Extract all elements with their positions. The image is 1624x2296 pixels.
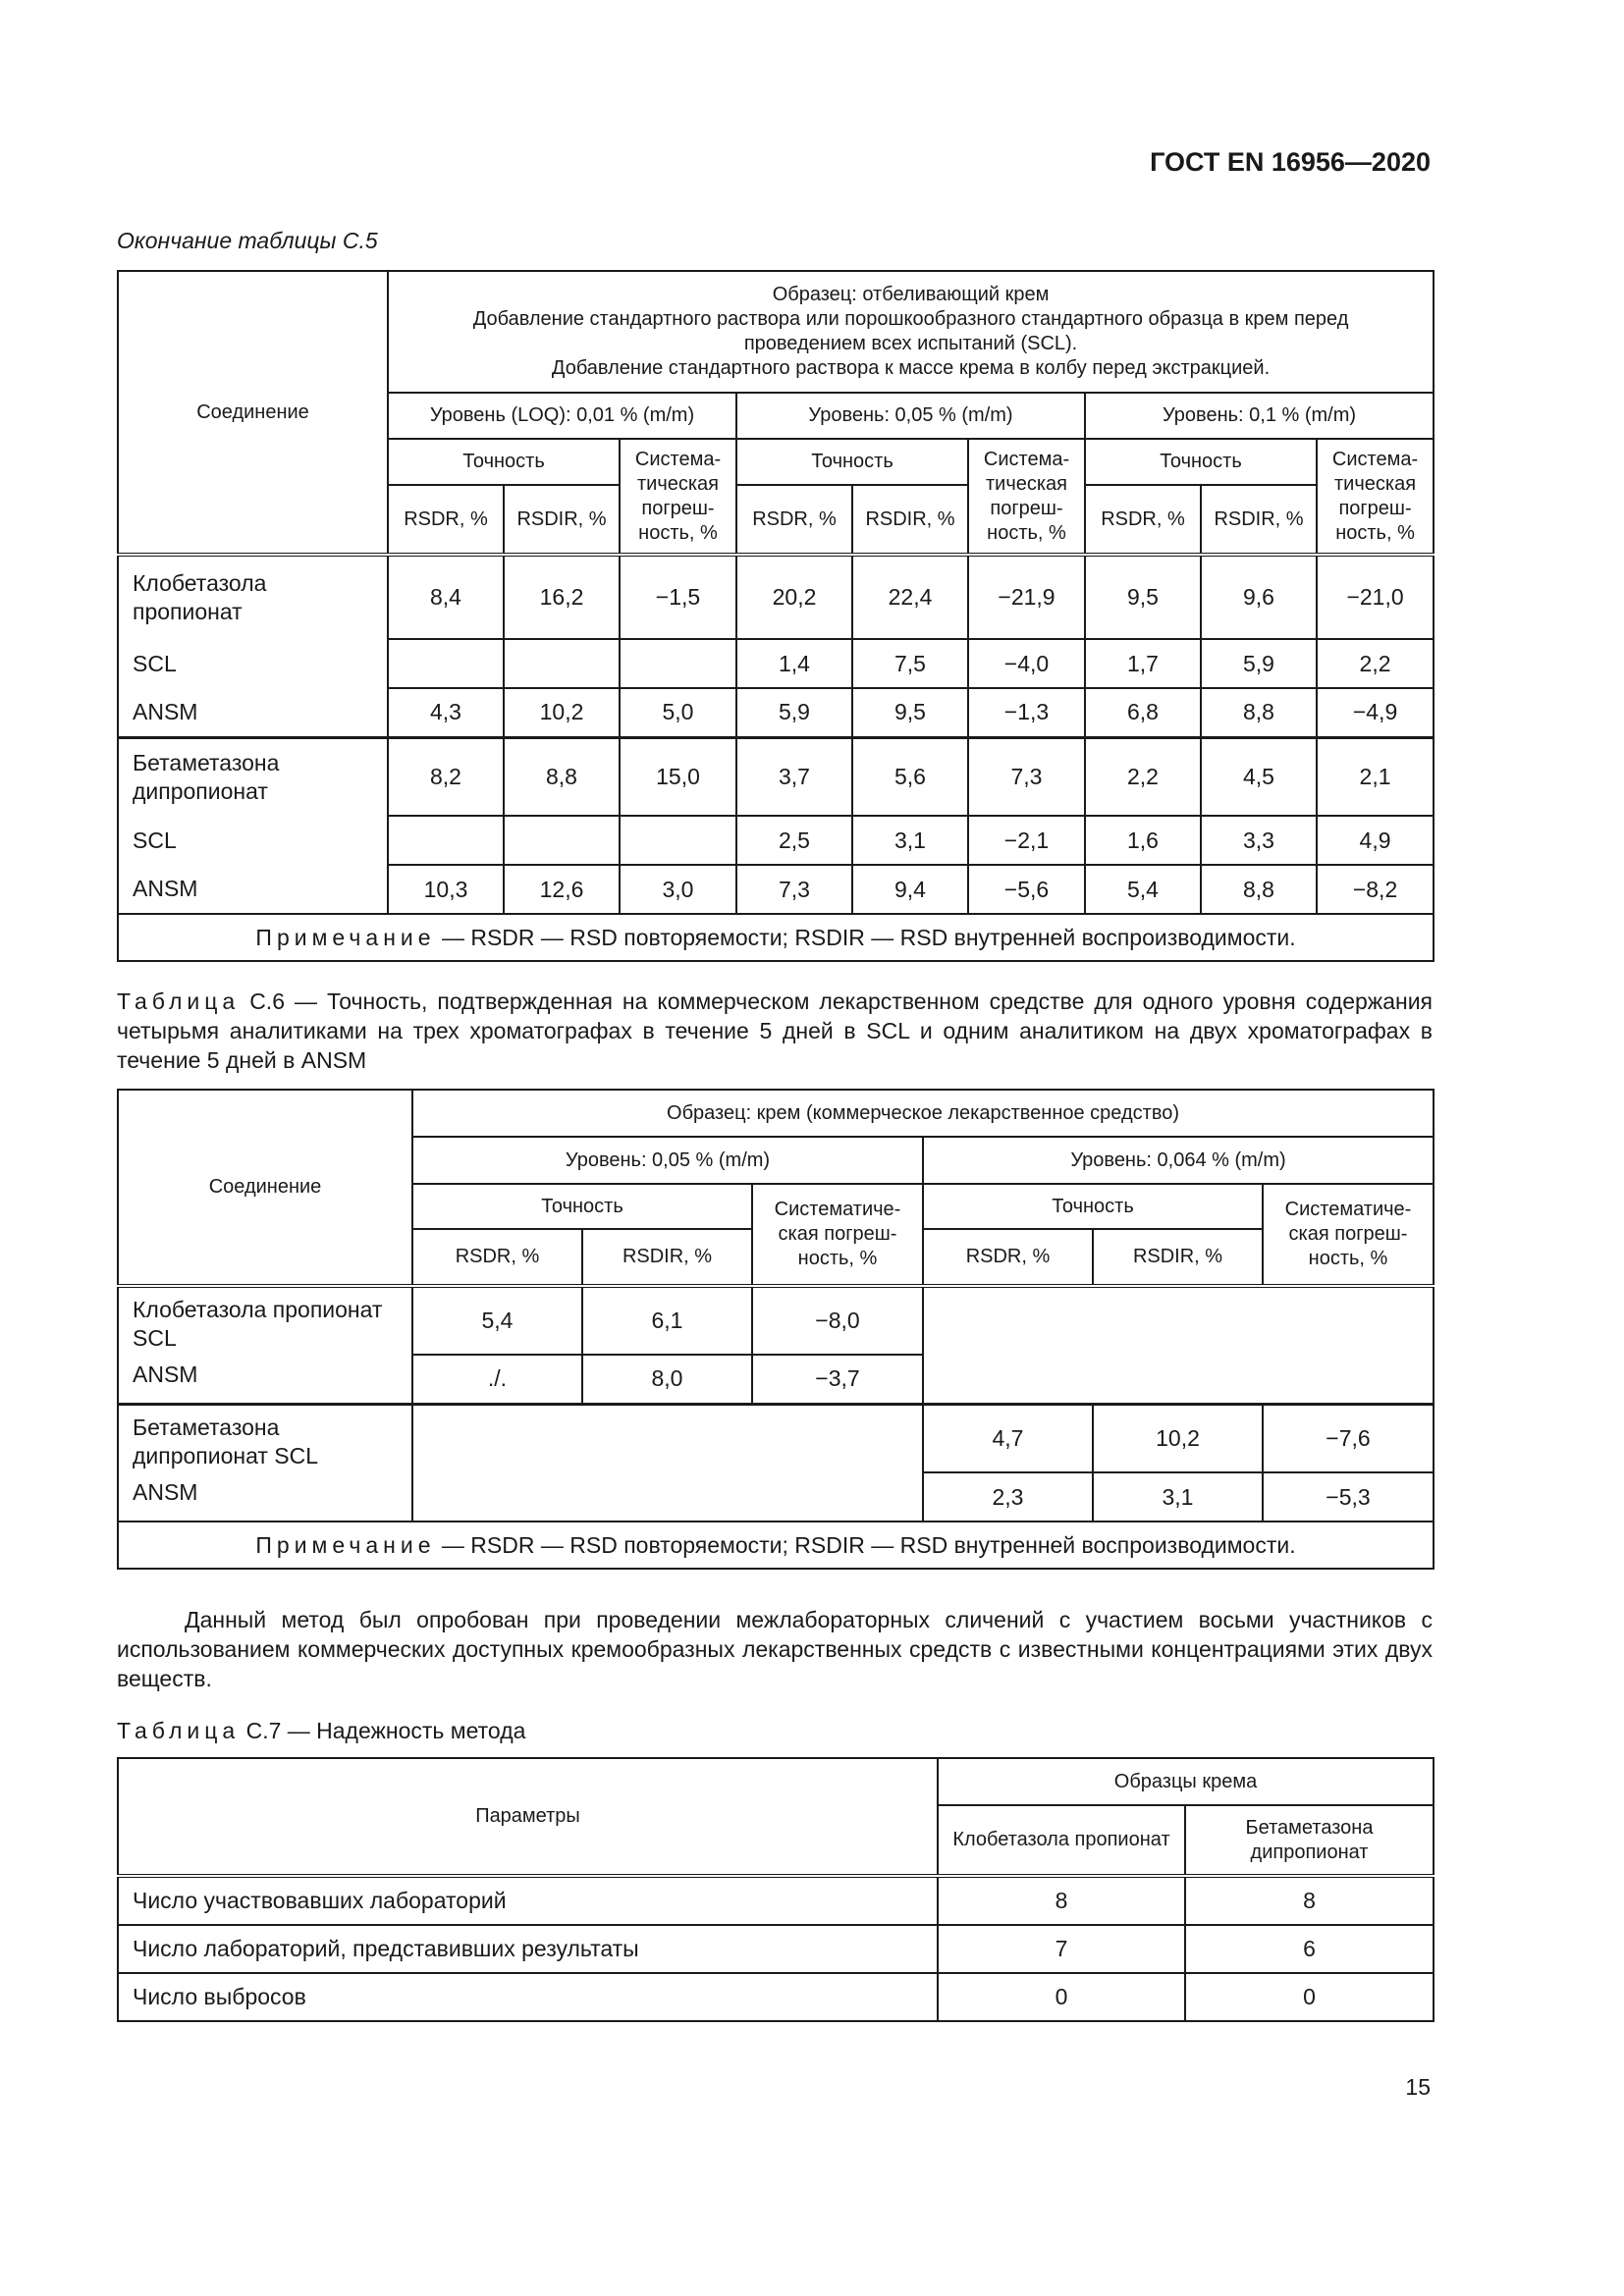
note-text: — RSDR — RSD повторяемости; RSDIR — RSD внутренней воспроизводимости. [435,1531,1296,1558]
rsdir-header: RSDIR, % [1093,1229,1263,1286]
table-row [118,865,1434,914]
document-id: ГОСТ EN 16956—2020 [1150,147,1431,177]
table-cell [504,816,620,865]
table-cell: 8 [1185,1876,1434,1925]
table-note [118,914,1434,961]
bias-header: Система-тическая погреш-ность, % [1317,439,1434,555]
table-cell: −1,5 [620,555,736,639]
col-header-compound: Соединение [118,1090,412,1286]
note-label: Примечание [255,924,436,950]
table-cell: −4,9 [1317,688,1434,737]
table-cell: ./. [412,1355,582,1404]
caption-label: Таблица [117,1718,241,1743]
table-cell: 6,1 [582,1286,752,1355]
body-paragraph: Данный метод был опробован при проведении межлабораторных сличений с участием восьми участников с использованием коммерческих доступных кремообразных лекарственных средств с известными концентрациями этих двух веществ. [117,1607,1433,1691]
table-c7 [117,1757,1435,2022]
table-cell: 9,4 [852,865,968,914]
table-cell: 3,1 [852,816,968,865]
table-cell: −3,7 [752,1355,923,1404]
row-label: Бетаметазона дипропионат [118,737,388,816]
table-cell: −7,6 [1263,1404,1434,1472]
subcol-header: Клобетазола пропионат [938,1805,1185,1876]
table-cell: 8,8 [504,737,620,816]
table-cell: 0 [1185,1973,1434,2021]
table-cell: 4,7 [923,1404,1093,1472]
table-cell: 10,3 [388,865,504,914]
row-label [118,1404,412,1522]
row-label: Число выбросов [118,1973,938,2021]
row-label: Число участвовавших лабораторий [118,1876,938,1925]
rsdir-header: RSDIR, % [852,485,968,555]
table-cell: 16,2 [504,555,620,639]
table-cell: −5,3 [1263,1472,1434,1522]
table-cell: 2,5 [736,816,852,865]
table-cell: 7,5 [852,639,968,688]
table-row [118,816,1434,865]
table-c5-caption: Окончание таблицы С.5 [117,228,378,253]
table-row [118,737,1434,816]
table-cell: −21,0 [1317,555,1434,639]
table-cell: 4,9 [1317,816,1434,865]
samples-header: Образцы крема [938,1758,1434,1805]
lab-name: ANSM [133,1362,198,1387]
row-label: ANSM [118,688,388,737]
table-cell: −8,0 [752,1286,923,1355]
row-label: Число лабораторий, представивших результаты [118,1925,938,1973]
table-row [118,555,1434,639]
table-cell: −8,2 [1317,865,1434,914]
table-cell [504,639,620,688]
col-header-compound: Соединение [118,271,388,555]
table-cell: 1,6 [1085,816,1201,865]
table-c6 [117,1089,1435,1570]
sample-line: Добавление стандартного раствора к массе крема в колбу перед экстракцией. [551,357,1271,379]
table-cell: 15,0 [620,737,736,816]
row-label: Клобетазола пропионат [118,555,388,639]
table-cell: −5,6 [968,865,1085,914]
table-cell: 8,8 [1201,865,1317,914]
table-c7-caption [117,1716,1433,1745]
sample-description: Образец: крем (коммерческое лекарственное средство) [412,1090,1434,1137]
table-row [118,1286,1434,1355]
table-row [118,1876,1434,1925]
bias-header: Система-тическая погреш-ность, % [968,439,1085,555]
table-cell: 2,3 [923,1472,1093,1522]
bias-header: Систематиче-ская погреш-ность, % [1263,1184,1434,1286]
rsdr-header: RSDR, % [412,1229,582,1286]
table-cell: 5,4 [412,1286,582,1355]
table-row [118,1404,1434,1472]
table-cell: 8 [938,1876,1185,1925]
level-header: Уровень: 0,064 % (m/m) [923,1137,1434,1184]
compound-name: Клобетазола пропионат SCL [133,1297,383,1351]
sample-line: Образец: отбеливающий крем [772,284,1050,305]
page-number: 15 [1405,2074,1431,2100]
level-header: Уровень: 0,05 % (m/m) [412,1137,923,1184]
table-cell: 1,7 [1085,639,1201,688]
table-cell: 4,3 [388,688,504,737]
row-label [118,1286,412,1404]
table-row [118,688,1434,737]
col-header-params: Параметры [118,1758,938,1876]
table-cell: 7 [938,1925,1185,1973]
empty-cell [412,1404,923,1522]
level-header: Уровень (LOQ): 0,01 % (m/m) [388,393,736,439]
table-cell: 5,9 [1201,639,1317,688]
row-label: SCL [118,816,388,865]
empty-cell [923,1286,1434,1404]
sample-line: Добавление стандартного раствора или порошкообразного стандартного образца в крем перед [472,308,1349,330]
table-cell: 6 [1185,1925,1434,1973]
lab-name: ANSM [133,1478,198,1505]
table-cell: 2,2 [1085,737,1201,816]
sample-line: проведением всех испытаний (SCL). [743,333,1078,354]
subcol-header: Бетаметазона дипропионат [1185,1805,1434,1876]
table-cell: 9,5 [1085,555,1201,639]
sample-description [388,271,1434,393]
table-cell: 2,2 [1317,639,1434,688]
table-cell: 4,5 [1201,737,1317,816]
note-text: — RSDR — RSD повторяемости; RSDIR — RSD внутренней воспроизводимости. [435,924,1296,950]
table-cell: −4,0 [968,639,1085,688]
table-cell: 20,2 [736,555,852,639]
table-cell: 6,8 [1085,688,1201,737]
row-label: ANSM [118,865,388,914]
table-cell: 10,2 [1093,1404,1263,1472]
table-cell: 3,3 [1201,816,1317,865]
table-cell: 9,5 [852,688,968,737]
table-cell [620,816,736,865]
table-cell: 5,0 [620,688,736,737]
table-cell [388,639,504,688]
table-c5 [117,270,1435,962]
precision-header: Точность [388,439,620,485]
table-cell: 5,6 [852,737,968,816]
caption-text: С.6 — Точность, подтвержденная на коммерческом лекарственном средстве для одного уровня содержания четырьмя аналитиками на трех хроматографах в течение 5 дней в SCL и одним аналитиком на двух хроматографах в течение 5 дней в ANSM [117,988,1433,1073]
table-cell: 10,2 [504,688,620,737]
table-cell: 12,6 [504,865,620,914]
table-cell [388,816,504,865]
bias-header: Система-тическая погреш-ность, % [620,439,736,555]
table-row [118,1925,1434,1973]
rsdr-header: RSDR, % [736,485,852,555]
table-row [118,639,1434,688]
precision-header: Точность [923,1184,1263,1229]
table-cell: −1,3 [968,688,1085,737]
table-note [118,1522,1434,1569]
table-cell: 9,6 [1201,555,1317,639]
table-cell: 3,0 [620,865,736,914]
bias-header: Систематиче-ская погреш-ность, % [752,1184,923,1286]
caption-text: С.7 — Надежность метода [240,1718,526,1743]
table-cell: −2,1 [968,816,1085,865]
table-cell: 3,1 [1093,1472,1263,1522]
note-label: Примечание [255,1531,436,1558]
caption-label: Таблица [117,988,241,1014]
row-label: SCL [118,639,388,688]
precision-header: Точность [736,439,968,485]
table-cell: 2,1 [1317,737,1434,816]
precision-header: Точность [1085,439,1317,485]
table-cell: 3,7 [736,737,852,816]
level-header: Уровень: 0,05 % (m/m) [736,393,1085,439]
rsdr-header: RSDR, % [1085,485,1201,555]
rsdr-header: RSDR, % [388,485,504,555]
rsdir-header: RSDIR, % [1201,485,1317,555]
table-cell: 5,9 [736,688,852,737]
table-cell: 22,4 [852,555,968,639]
rsdr-header: RSDR, % [923,1229,1093,1286]
table-cell: 0 [938,1973,1185,2021]
table-cell: −21,9 [968,555,1085,639]
table-c6-caption [117,987,1433,1075]
compound-name: Бетаметазона дипропионат SCL [133,1414,319,1468]
level-header: Уровень: 0,1 % (m/m) [1085,393,1434,439]
table-cell: 8,0 [582,1355,752,1404]
rsdir-header: RSDIR, % [582,1229,752,1286]
table-cell: 8,4 [388,555,504,639]
table-cell: 1,4 [736,639,852,688]
table-cell: 7,3 [736,865,852,914]
table-row [118,1973,1434,2021]
table-cell: 5,4 [1085,865,1201,914]
table-cell [620,639,736,688]
table-cell: 8,2 [388,737,504,816]
precision-header: Точность [412,1184,752,1229]
table-cell: 7,3 [968,737,1085,816]
table-cell: 8,8 [1201,688,1317,737]
rsdir-header: RSDIR, % [504,485,620,555]
